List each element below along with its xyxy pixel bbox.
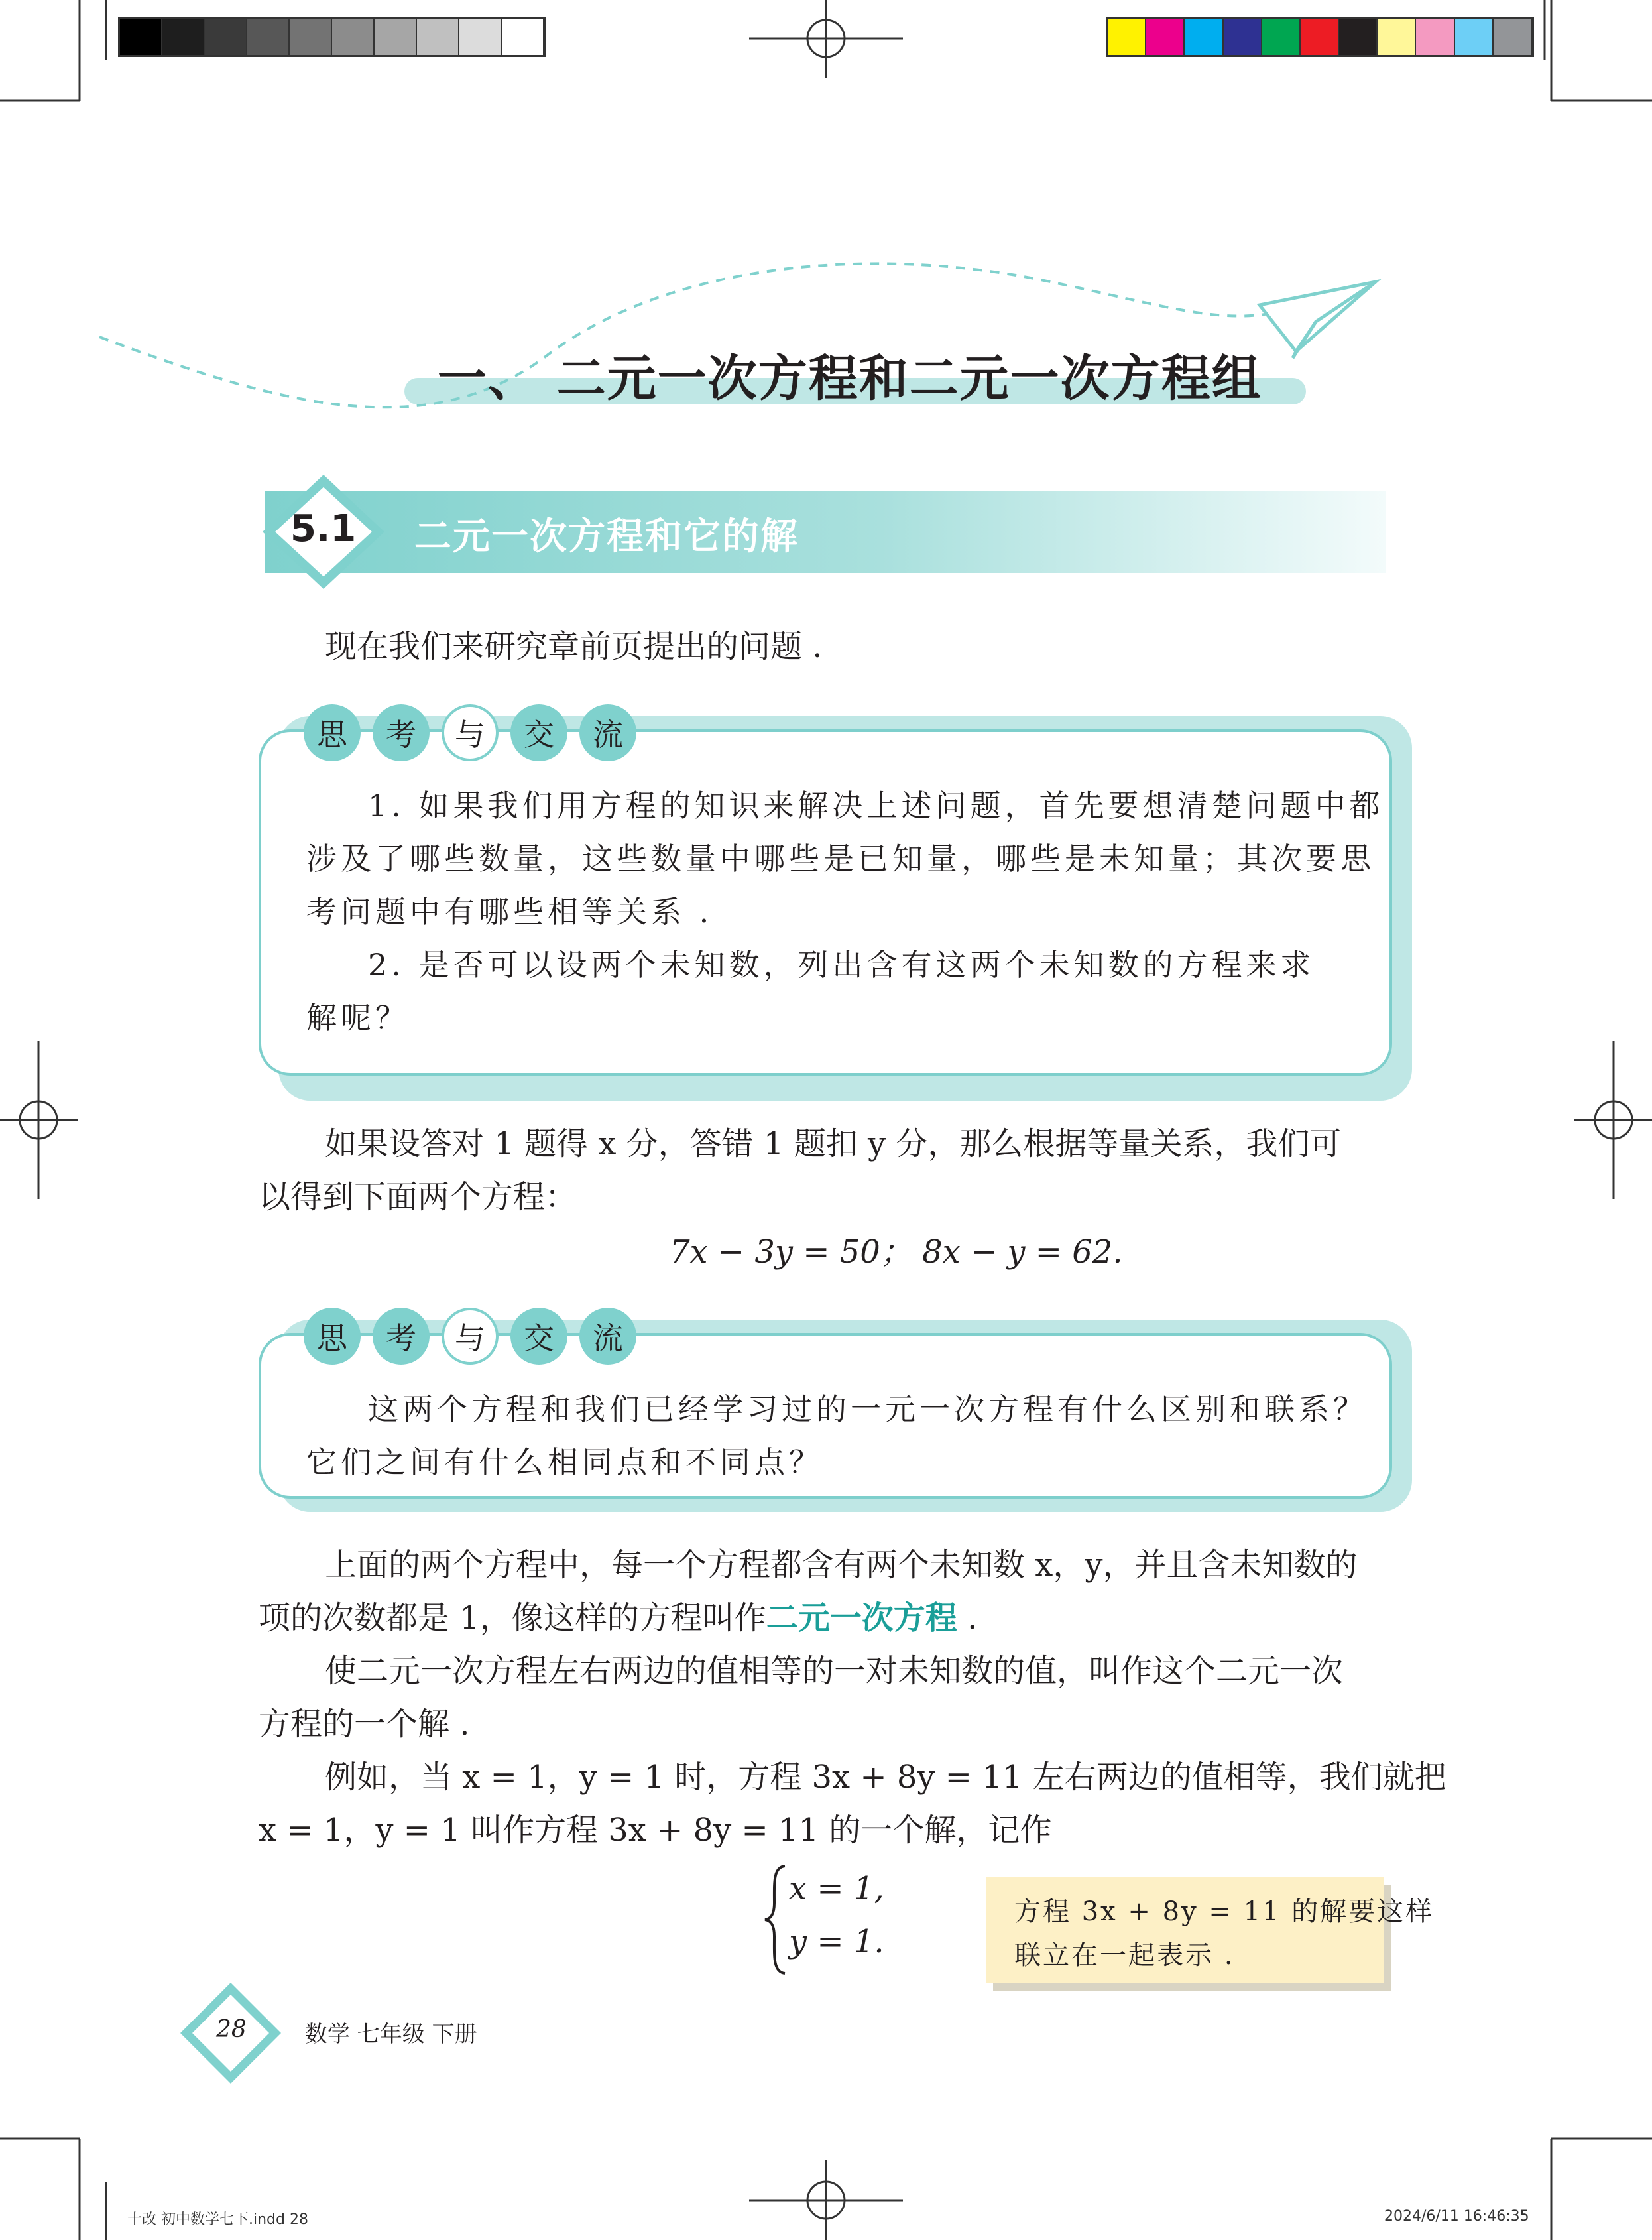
gray-swatch-8 [417, 19, 459, 55]
chip-liu: 流 [579, 704, 636, 761]
system-row-2: y = 1. [789, 1923, 884, 1960]
para1-line-2: 以得到下面两个方程： [259, 1178, 577, 1215]
gray-swatch-3 [205, 19, 247, 55]
gray-swatch-10 [502, 19, 544, 55]
discuss-1-line-2: 涉及了哪些数量，这些数量中哪些是已知量，哪些是未知量；其次要思 [306, 841, 1375, 877]
color-swatch-5 [1262, 19, 1301, 55]
side-note-line-1: 方程 3x + 8y = 11 的解要这样 [1014, 1897, 1435, 1927]
gray-swatch-9 [459, 19, 502, 55]
para4-line-1: 例如，当 x = 1，y = 1 时，方程 3x + 8y = 11 左右两边的值相等，我们就把 [325, 1759, 1446, 1796]
chip-yu: 与 [442, 704, 499, 761]
color-bar [1106, 17, 1534, 57]
gray-swatch-1 [120, 19, 162, 55]
chip-si-2: 思 [304, 1308, 361, 1365]
color-swatch-3 [1185, 19, 1223, 55]
chip-kao-2: 考 [373, 1308, 430, 1365]
color-swatch-6 [1301, 19, 1339, 55]
slug-left: 十改 初中数学七下.indd 28 [127, 2211, 308, 2228]
color-swatch-11 [1494, 19, 1532, 55]
discuss-1-line-4: 2. 是否可以设两个未知数，列出含有这两个未知数的方程来求 [368, 947, 1315, 983]
chip-jiao: 交 [510, 704, 567, 761]
color-swatch-9 [1416, 19, 1454, 55]
gray-swatch-2 [162, 19, 205, 55]
side-note-line-2: 联立在一起表示 . [1014, 1940, 1235, 1971]
color-swatch-1 [1108, 19, 1146, 55]
term-highlight: 二元一次方程 [766, 1599, 957, 1637]
grayscale-bar [118, 17, 546, 57]
section-number: 5.1 [290, 507, 357, 550]
intro-text: 现在我们来研究章前页提出的问题 . [325, 628, 823, 665]
discuss-2-line-2: 它们之间有什么相同点和不同点？ [306, 1444, 823, 1480]
color-swatch-10 [1455, 19, 1494, 55]
para2-text: 项的次数都是 1，像这样的方程叫作 [259, 1599, 766, 1637]
discuss-1-line-1: 1. 如果我们用方程的知识来解决上述问题，首先要想清楚问题中都 [368, 788, 1384, 824]
section-title: 二元一次方程和它的解 [414, 515, 799, 558]
gray-swatch-6 [332, 19, 375, 55]
discuss-1-line-3: 考问题中有哪些相等关系 . [306, 894, 713, 930]
para3-line-2: 方程的一个解 . [259, 1706, 470, 1743]
chapter-title: 一、 二元一次方程和二元一次方程组 [438, 350, 1262, 407]
chip-liu-2: 流 [579, 1308, 636, 1365]
page-number: 28 [216, 2016, 247, 2043]
chip-si: 思 [304, 704, 361, 761]
book-title: 数学 七年级 下册 [305, 2021, 477, 2048]
system-brace [762, 1863, 789, 1976]
para1-line-1: 如果设答对 1 题得 x 分，答错 1 题扣 y 分，那么根据等量关系，我们可 [325, 1125, 1342, 1162]
para2-end: . [957, 1599, 978, 1637]
para3-line-1: 使二元一次方程左右两边的值相等的一对未知数的值，叫作这个二元一次 [325, 1652, 1344, 1690]
color-swatch-2 [1146, 19, 1185, 55]
system-row-1: x = 1, [789, 1870, 884, 1907]
gray-swatch-7 [375, 19, 417, 55]
gray-swatch-4 [247, 19, 290, 55]
para2-line-2 [259, 1591, 977, 1645]
discuss-1-line-5: 解呢？ [306, 1000, 410, 1036]
paper-plane-icon [1260, 282, 1376, 358]
color-swatch-4 [1224, 19, 1262, 55]
para2-line-1: 上面的两个方程中，每一个方程都含有两个未知数 x，y，并且含未知数的 [325, 1546, 1358, 1584]
chip-jiao-2: 交 [510, 1308, 567, 1365]
para4-line-2: x = 1，y = 1 叫作方程 3x + 8y = 11 的一个解，记作 [259, 1812, 1052, 1849]
chip-yu-2: 与 [442, 1308, 499, 1365]
color-swatch-8 [1378, 19, 1416, 55]
chip-kao: 考 [373, 704, 430, 761]
discuss-2-line-1: 这两个方程和我们已经学习过的一元一次方程有什么区别和联系？ [368, 1391, 1368, 1427]
color-swatch-7 [1339, 19, 1378, 55]
slug-right: 2024/6/11 16:46:35 [1384, 2208, 1529, 2225]
gray-swatch-5 [290, 19, 332, 55]
equations-line: 7x − 3y = 50； 8x − y = 62. [670, 1233, 1123, 1271]
